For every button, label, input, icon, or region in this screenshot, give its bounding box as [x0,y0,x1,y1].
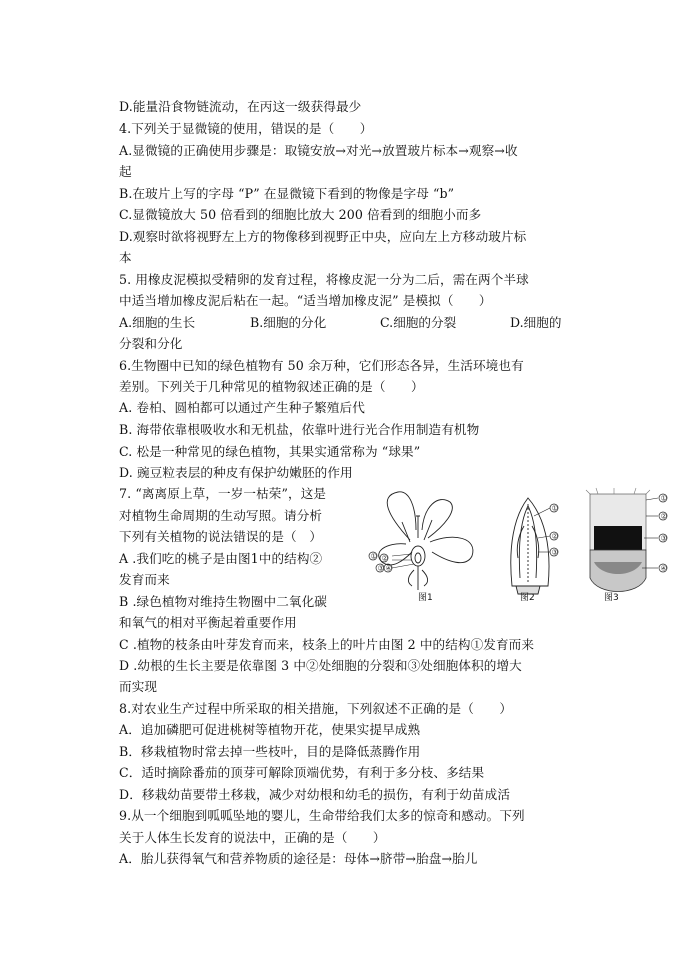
option-a: A .我们吃的桃子是由图1中的结构② [119,551,323,566]
fig1-label: ③ [377,564,384,573]
option-a: A.细胞的生长 [119,315,196,330]
fig2-label: ② [551,532,558,541]
figure-3-caption: 图3 [604,593,619,603]
fig2-label: ① [551,504,558,513]
question-5-stem: 5. 用橡皮泥模拟受精卵的发育过程，将橡皮泥一分为二后，需在两个半球 [119,272,529,287]
question-9-stem: 9.从一个细胞到呱呱坠地的婴儿，生命带给我们太多的惊奇和感动。下列 [119,808,525,823]
fig3-label: ④ [660,564,667,573]
plant-structure-figure [358,486,684,604]
fig3-label: ③ [660,534,667,543]
option-d: D .幼根的生长主要是依靠图 3 中②处细胞的分裂和③处细胞体积的增大 [119,658,522,673]
fig3-label: ② [660,512,667,521]
option-b: B. 海带依靠根吸收水和无机盐，依靠叶进行光合作用制造有机物 [119,422,480,437]
flower-diagram [379,492,473,590]
option-a: A.显微镜的正确使用步骤是：取镜安放→对光→放置玻片标本→观察→收 [119,143,518,158]
fig1-label: ④ [385,564,392,573]
option-c: C .植物的枝条由叶芽发育而来，枝条上的叶片由图 2 中的结构①发育而来 [119,637,535,652]
fig2-label: ③ [551,548,558,557]
text-line: 差别。下列关于几种常见的植物叙述正确的是（ ） [119,379,424,394]
bud-diagram [511,498,549,594]
option-d: D.观察时欲将视野左上方的物像移到视野正中央，应向左上方移动玻片标 [119,229,527,244]
figure-drawings [358,486,684,604]
option-c: C．适时摘除番茄的顶芽可解除顶端优势，有利于多分枝、多结果 [119,765,485,780]
option-b: B .绿色植物对维持生物圈中二氧化碳 [119,594,327,609]
fig3-label: ① [660,494,667,503]
question-7-stem: 7. “离离原上草，一岁一枯荣”，这是 [119,486,327,501]
text-line: 起 [119,164,132,179]
option-a: A．胎儿获得氧气和营养物质的途径是：母体→脐带→胎盘→胎儿 [119,851,478,866]
text-line: 分裂和分化 [119,336,183,351]
root-tip-diagram [586,488,650,592]
option-a: A. 卷柏、圆柏都可以通过产生种子繁殖后代 [119,400,365,415]
fig1-label: ① [370,552,377,561]
option-d: D. 豌豆粒表层的种皮有保护幼嫩胚的作用 [119,465,353,480]
text-line: 中适当增加橡皮泥后粘在一起。“适当增加橡皮泥” 是模拟（ ） [119,293,492,308]
option-c: C. 松是一种常见的绿色植物，其果实通常称为 “球果” [119,444,421,459]
option-b: B.细胞的分化 [250,315,327,330]
figure-2-caption: 图2 [520,593,535,603]
option-c: C.细胞的分裂 [380,315,457,330]
figure-1-caption: 图1 [418,593,433,603]
option-c: C.显微镜放大 50 倍看到的细胞比放大 200 倍看到的细胞小而多 [119,207,482,222]
fig1-label: ② [381,554,388,563]
text-line: 下列有关植物的说法错误的是（ ） [119,529,323,544]
question-4-stem: 4.下列关于显微镜的使用，错误的是（ ） [119,121,373,136]
option-d: D．移栽幼苗要带土移栽，减少对幼根和幼毛的损伤，有利于幼苗成活 [119,787,511,802]
text-line: 而实现 [119,679,158,694]
text-line: 本 [119,250,132,265]
question-6-stem: 6.生物圈中已知的绿色植物有 50 余万种，它们形态各异，生活环境也有 [119,358,524,373]
text-line: 发育而来 [119,572,170,587]
question-8-stem: 8.对农业生产过程中所采取的相关措施，下列叙述不正确的是（ ） [119,701,513,716]
text-line: 关于人体生长发育的说法中，正确的是（ ） [119,830,386,845]
option-d: D.细胞的 [510,315,562,330]
option-a: A．追加磷肥可促进桃树等植物开花，使果实提早成熟 [119,722,421,737]
text-line: 对植物生命周期的生动写照。请分析 [119,508,323,523]
text-line: D.能量沿食物链流动，在丙这一级获得最少 [119,99,362,114]
option-b: B.在玻片上写的字母 “P” 在显微镜下看到的物像是字母 “b” [119,186,455,201]
option-b: B．移栽植物时常去掉一些枝叶，目的是降低蒸腾作用 [119,744,421,759]
text-line: 和氧气的相对平衡起着重要作用 [119,615,297,630]
